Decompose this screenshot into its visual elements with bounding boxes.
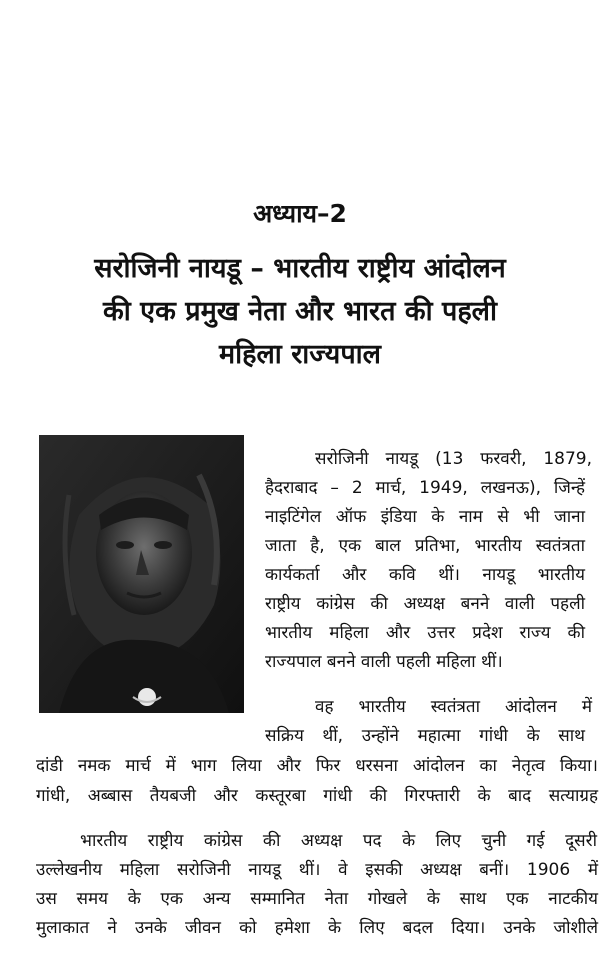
text-line: जाता है, एक बाल प्रतिभा, भारतीय स्वतंत्रता — [265, 536, 585, 556]
chapter-title-line: महिला राज्यपाल — [219, 339, 381, 370]
text-line: कार्यकर्ता और कवि थीं। नायडू भारतीय — [265, 565, 585, 585]
text-line: भारतीय महिला और उत्तर प्रदेश राज्य की — [265, 623, 585, 643]
text-line: मुलाकात ने उनके जीवन को हमेशा के लिए बदल दिया। उनके जोशीले — [36, 918, 598, 938]
text-line: भारतीय राष्ट्रीय कांग्रेस की अध्यक्ष पद के लिए चुनी गई दूसरी — [80, 831, 597, 851]
text-line: नाइटिंगेल ऑफ इंडिया के नाम से भी जाना — [265, 507, 585, 527]
chapter-label: अध्याय–2 — [253, 199, 347, 228]
text-line: वह भारतीय स्वतंत्रता आंदोलन में — [315, 697, 592, 717]
chapter-title-line: सरोजिनी नायडू – भारतीय राष्ट्रीय आंदोलन — [94, 253, 506, 284]
chapter-title-line: की एक प्रमुख नेता और भारत की पहली — [103, 296, 497, 327]
text-line: दांडी नमक मार्च में भाग लिया और फिर धरसना आंदोलन का नेतृत्व किया। — [36, 756, 598, 776]
text-line: उल्लेखनीय महिला सरोजिनी नायडू थीं। वे इसकी अध्यक्ष बनीं। 1906 में — [36, 860, 598, 880]
text-line: सरोजिनी नायडू (13 फरवरी, 1879, — [315, 449, 592, 469]
text-line: राज्यपाल बनने वाली पहली महिला थीं। — [265, 652, 503, 672]
portrait-photo — [39, 435, 244, 713]
text-line: हैदराबाद – 2 मार्च, 1949, लखनऊ), जिन्हें — [265, 478, 585, 498]
text-line: सक्रिय थीं, उन्होंने महात्मा गांधी के साथ — [265, 726, 585, 746]
text-line: गांधी, अब्बास तैयबजी और कस्तूरबा गांधी की गिरफ्तारी के बाद सत्याग्रह — [36, 786, 598, 806]
chapter-title — [18, 247, 582, 376]
text-line: राष्ट्रीय कांग्रेस की अध्यक्ष बनने वाली पहली — [265, 594, 585, 614]
text-line: उस समय के एक अन्य सम्मानित नेता गोखले के साथ एक नाटकीय — [36, 889, 598, 909]
